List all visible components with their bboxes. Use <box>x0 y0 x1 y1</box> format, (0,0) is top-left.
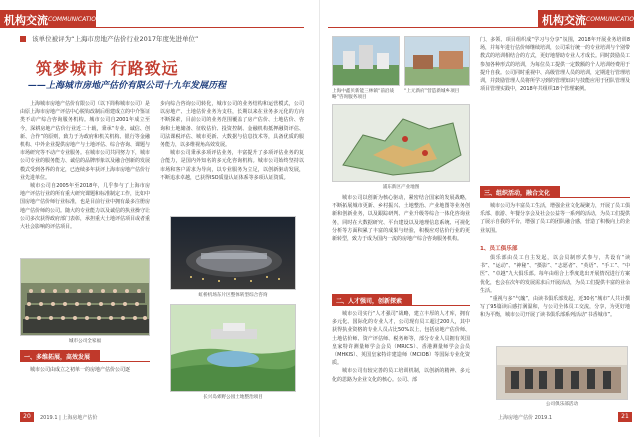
award-note <box>20 34 300 46</box>
paragraph: 城市公司秉承多项评估业务，丰富提升了多项评估业务的复合能力，是国内外知名的多元化咨询机构。城市公司始终坚持以市场和客户需求为导向，以专业服务为立足，以创新驱动发展，不断追求卓越，已获得ISO质量认证体系等多项认证资质。 <box>160 150 304 181</box>
photo-top-right-image <box>405 37 470 86</box>
header-rule <box>0 27 304 28</box>
industry-map-image <box>333 105 470 182</box>
paragraph: 城市公司为丰富员工生活，增强企业文化凝聚力，开展了员工俱乐部、旅游、年餐分享会及社会公益等一系列的活动，为员工们提供了展示自我的平台，增强了员工的团队融合感，营造了积极向上的企业氛围。 <box>480 203 630 234</box>
publication-line: 上海房地产估价 2019.1 <box>498 415 553 421</box>
group-photo-image <box>21 259 150 336</box>
section-heading <box>332 294 470 306</box>
article-subtitle: ——上海城市房地产估价有限公司十九年发展历程 <box>28 81 227 91</box>
green-photo-caption: 长兴岛郊野公园土地整治项目 <box>203 395 263 400</box>
club-activity-photo <box>496 346 628 400</box>
section-heading-rule <box>332 305 470 306</box>
innovation-paragraph <box>332 194 470 292</box>
paragraph: “重视与多“气魄”，由读书俱乐部发起，近30名“城市”人共计撰写了95篇读后感打满温和，与公司全体员工交流，分享，为更好地和为平衡，城市公司开展了读书俱乐部系列活动“书香城市”。 <box>480 296 630 319</box>
green-landscape-image <box>171 305 296 392</box>
club-activity-image <box>497 347 628 400</box>
photo-top-left-image <box>333 37 400 86</box>
intro-paragraph <box>20 100 150 254</box>
club-subheading: 1、员工俱乐部 <box>480 246 518 252</box>
night-aerial-photo <box>170 216 296 290</box>
talent-paragraph <box>332 310 470 408</box>
column-subtitle: COMMUNICATION <box>586 16 639 23</box>
section-heading-text: 一、多维拓展，高效发展 <box>24 354 91 361</box>
night-aerial-image <box>171 217 296 290</box>
column-title: 机构交流 <box>542 14 586 27</box>
bullet-icon <box>20 36 26 42</box>
header-rule <box>328 27 634 28</box>
industry-map-photo <box>332 104 470 182</box>
column-header <box>0 10 101 28</box>
article-title: 筑梦城市 行路致远 <box>36 59 179 78</box>
section-heading-rule <box>480 197 630 198</box>
paragraph: 上海城市房地产估价有限公司（以下简称城市公司）是由原上海市房地产评估中心脱钩改制后组建成立的中介鉴证类不动产综合咨询服务机构。城市公司自2001年成立至今，深耕房地产估价行业近二十载，秉承“专业、诚信、创新、合作”的原则，致力于为政府和机关机构、银行等金融机构、中外企业提供房地产与土地评估、综合咨询、课题与市场研究等不动产专业服务。在城市公司共同努力下，城市公司专业的服务能力、诚信的品牌形象以及融合创新的发展模式受到各界的肯定，已连续多年获评上海市房地产估价行业先进单位。 <box>20 101 150 181</box>
section-1-paragraph <box>20 366 150 406</box>
paragraph: 城市公司有较完善的员工培训机制，以创新的精神、多元化的思路为企业文化的核心。公司、部 <box>332 368 470 383</box>
section-heading-text: 三、组织活动，融合文化 <box>484 190 551 197</box>
column-header <box>538 10 639 28</box>
industry-map-caption: 浦东新区产业地图 <box>382 185 420 190</box>
section-heading-rule <box>20 361 150 362</box>
column-title: 机构交流 <box>4 14 48 27</box>
section-heading <box>20 350 150 362</box>
photo-top-right-caption: “上元新府”营造新城乡项目 <box>404 89 460 94</box>
photo-top-left-caption: 上海中鑫贝新能三林镇“前沿战略”咨询服务项目 <box>332 89 395 100</box>
photo-top-right <box>404 36 470 86</box>
group-photo <box>20 258 150 336</box>
club-photo-caption: 公司俱乐部活动 <box>545 402 579 407</box>
culture-paragraph <box>480 202 630 242</box>
business-paragraph <box>160 100 304 210</box>
photo-top-left <box>332 36 400 86</box>
right-footer <box>328 412 634 426</box>
award-note-text: 该单位被评为“上海市房地产估价行业2017年度先进单位” <box>32 35 199 43</box>
club-paragraph <box>480 254 630 344</box>
training-paragraph <box>480 36 630 182</box>
paragraph: 城市公司实行“人才强司”战略，建立丰厚的人才库，拥有多元化、国际化的专业人才，公司现有员工超过200人，其中获得执业资格的专业人员占比50%以上，包括房地产估价师、土地估价师、资产评估师、税务师等，部分专业人员拥有英国皇家特许测量师学会会员（MRICS）、香港测量师学会会员（MHKIS）、英国皇家特许建造师（MCIOB）等国际专业化资质。 <box>332 311 470 367</box>
paragraph: 城市公司以创新为核心驱动，紧密结合国家的发展战略，不断拓展城市更新、乡村振兴、土地整治、产业地图等业务创新和创新业务，以及跟踪研判、产业升级等综合一体化咨询业务，同时在大数据研究、平台建设以及地理信息系统、可视化分析等方面积累了丰富的成果与经验，积极应对估价行业的更新转型，致力于成为国内一流的房地产综合咨询服务机构。 <box>332 195 470 243</box>
publication-line: 2019.1 | 上海房地产估价 <box>40 415 98 421</box>
page-number: 21 <box>618 412 632 422</box>
column-subtitle: COMMUNICATION <box>48 16 101 23</box>
group-photo-caption: 城市公司全家福 <box>68 339 102 344</box>
right-page <box>320 0 640 437</box>
paragraph: 城市公司自2005年至2018年，几乎参与了上海市房地产评估行业的所有重大研究课题和标准制定工作，比如中国房地产估价师行业标准，也是目前行业中拥有最多注册房地产估价师的公司。随大的专业能力以及诚信的执业操守让公司多次获得政府部门表彰，承担重大土地评估项目或者重大社会影响的评估项目。 <box>20 183 150 231</box>
left-footer <box>20 412 310 426</box>
section-heading <box>480 186 630 198</box>
paragraph: 俱乐部由员工自主发起，以会员制形式参与，共设有“读书”、“运动”、“神秘”、“摄影”、“志愿者”、“英语”、“手工”、“中医”、“卓越”九大俱乐部。每年由组合上季度选出开展情况进行方案优化，也会在次年的发展需求后开展活动，为员工们提供丰富的业余生活。 <box>480 255 630 294</box>
night-photo-caption: 虹桥机场东片区整体转型综合咨询 <box>198 293 268 298</box>
section-heading-text: 二、人才强司，创新探索 <box>336 298 403 305</box>
paragraph: 城市公司由成立之初单一的房地产估价公司逐 <box>30 367 131 373</box>
paragraph: 步向综合咨询公司转化，城市公司的业务结构和运营模式，公司以房地产、土地估价业务为支柱，长期以来在业务多元化的方向不断探索，目前公司的业务范围覆盖了房产估价、土地估价、咨询和土地储备、征收估价、投资控制、金融机构抵押融资评估、司法课税评估、城市更新、大数据与信息技术等，具备优质的服务能力，以多维视角高效发展。 <box>160 101 304 149</box>
page-number: 20 <box>20 412 34 422</box>
paragraph: 门、多领、项目组织成“学习与分享”氛围，2018年开展业务培训8场，并每年进行估价师继续培训，公司采行统一的专业培训与个别带教式的培训相结合的方式，更好地帮助专业人才成长。同时鼓励员工参加各种形式的培训，为每位员工提供一定数额的个人培训经费用于提升自我。公司同时重视中、高级管理人员的培训，定期进行管理培训，并鼓励管理人员将所学习到的管理知识与技能应用于团队管理及项目管理实践中，2018年共组织18个管理案例。 <box>480 37 630 93</box>
green-landscape-photo <box>170 304 296 392</box>
